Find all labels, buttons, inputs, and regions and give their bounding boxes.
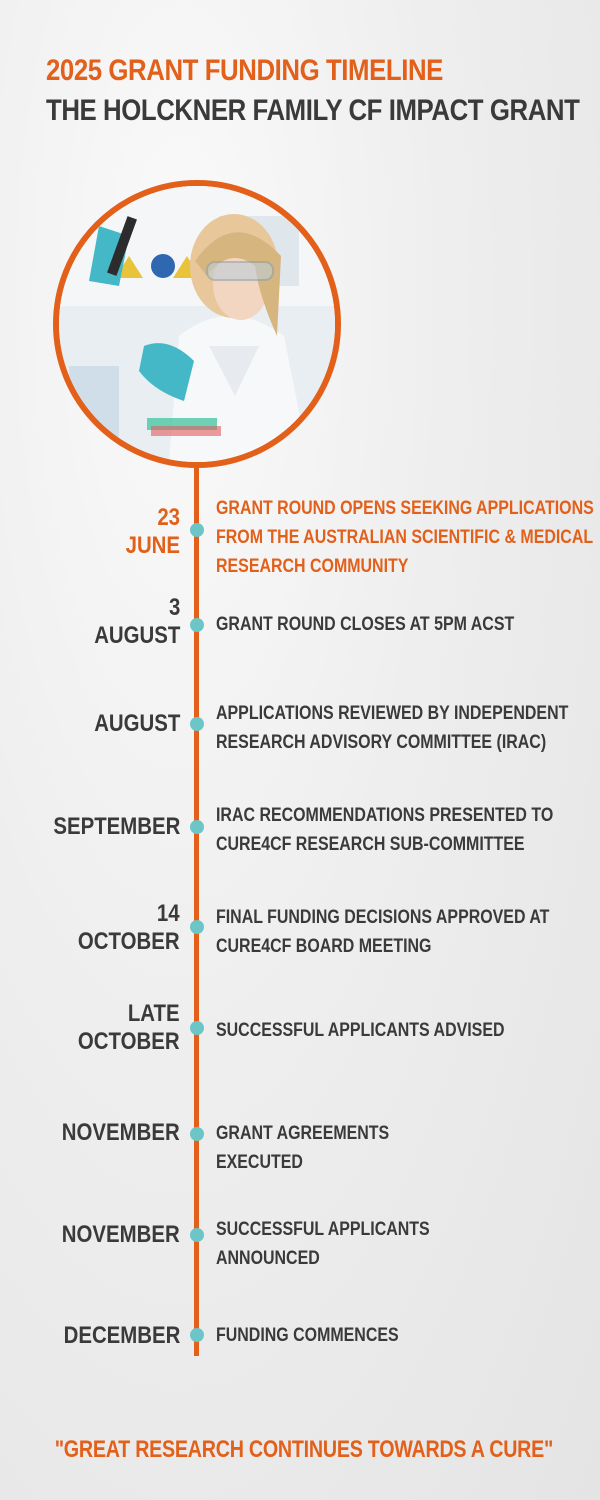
timeline-date: NOVEMBER (62, 1221, 180, 1248)
timeline-date: 23 JUNE (125, 504, 180, 559)
timeline-dot (190, 717, 204, 731)
timeline-date: LATE OCTOBER (78, 1000, 180, 1055)
timeline-date: SEPTEMBER (53, 813, 180, 840)
timeline-event: FINAL FUNDING DECISIONS APPROVED AT CURE4CF BOARD MEETING (216, 907, 550, 957)
timeline-dot (190, 920, 204, 934)
timeline-date: 3 AUGUST (93, 594, 180, 649)
timeline-date: AUGUST (93, 710, 180, 737)
timeline-event: GRANT ROUND OPENS SEEKING APPLICATIONS FROM THE AUSTRALIAN SCIENTIFIC & MEDICAL RESEARCH COMMUNITY (216, 498, 594, 577)
timeline-dot (190, 1328, 204, 1342)
timeline-date: 14 OCTOBER (78, 900, 180, 955)
timeline-line (194, 468, 199, 1356)
timeline-event: GRANT ROUND CLOSES AT 5PM ACST (216, 614, 515, 635)
scientist-photo (53, 180, 341, 468)
timeline-event: GRANT AGREEMENTS EXECUTED (216, 1123, 390, 1173)
timeline-date: DECEMBER (63, 1322, 180, 1349)
timeline-event: APPLICATIONS REVIEWED BY INDEPENDENT RESEARCH ADVISORY COMMITTEE (IRAC) (216, 703, 569, 753)
page-title: 2025 GRANT FUNDING TIMELINE (46, 54, 443, 87)
timeline-event: SUCCESSFUL APPLICANTS ANNOUNCED (216, 1219, 430, 1269)
timeline-event: FUNDING COMMENCES (216, 1325, 399, 1346)
timeline-dot (190, 523, 204, 537)
timeline-dot (190, 820, 204, 834)
timeline-event: IRAC RECOMMENDATIONS PRESENTED TO CURE4CF RESEARCH SUB-COMMITTEE (216, 805, 554, 855)
timeline-dot (190, 618, 204, 632)
timeline-dot (190, 1127, 204, 1141)
timeline-dot (190, 1228, 204, 1242)
timeline-dot (190, 1021, 204, 1035)
page-subtitle: THE HOLCKNER FAMILY CF IMPACT GRANT (46, 94, 580, 127)
timeline-date: NOVEMBER (62, 1119, 180, 1146)
timeline-event: SUCCESSFUL APPLICANTS ADVISED (216, 1020, 505, 1041)
footer-quote: "GREAT RESEARCH CONTINUES TOWARDS A CURE" (54, 1436, 554, 1463)
